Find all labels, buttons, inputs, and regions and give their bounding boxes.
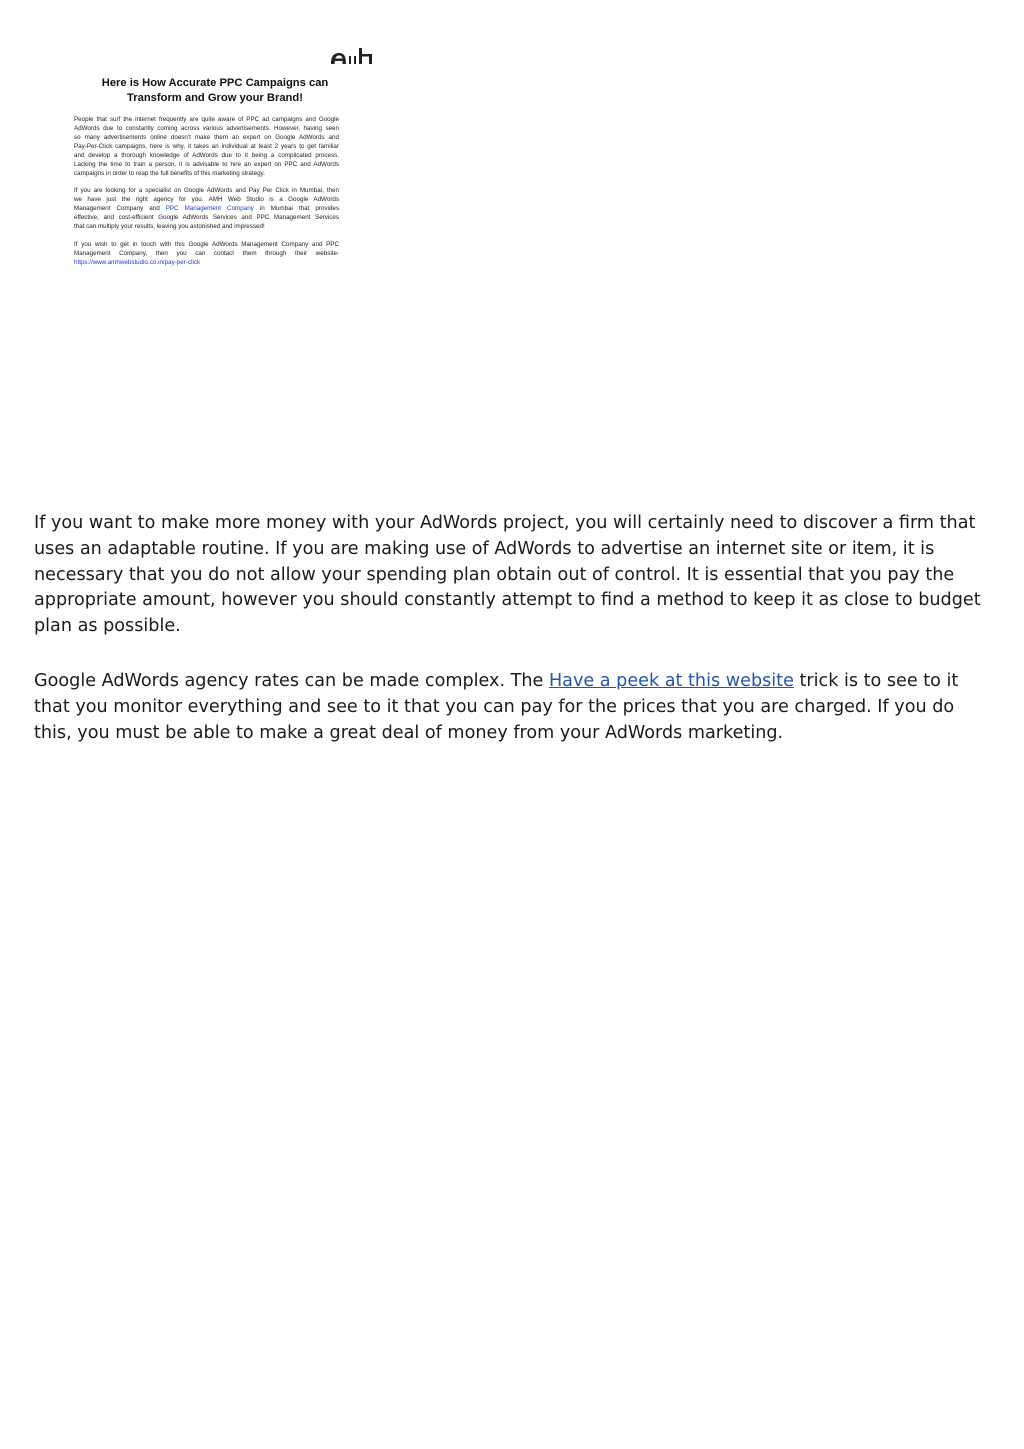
embedded-document-title (70, 76, 360, 106)
embedded-p3-line: Management Company, then you can contact them through their website- (74, 250, 339, 257)
embedded-ppc-management-link: PPC Management Company (165, 205, 254, 212)
embedded-p1-line: Lacking the time to train a person, it is advisable to hire an expert on PPC and AdWords (74, 161, 339, 168)
embedded-p1-line: People that surf the internet frequently are quite aware of PPC ad campaigns and Google (74, 116, 339, 123)
embedded-p1-line: AdWords due to constantly coming across various advertisements. However, having seen (74, 125, 339, 132)
embedded-p2-line: If you are looking for a specialist on Google AdWords and Pay Per Click in Mumbai, then (74, 187, 339, 194)
embedded-p2-text: in Mumbai that provides (253, 205, 339, 212)
amh-logo (330, 47, 374, 65)
embedded-p2-text: Management Company and (74, 205, 166, 212)
embedded-p1-line: Pay-Per-Click campaigns, here is why, it takes an individual at least 2 years to get familiar (74, 143, 339, 150)
article-paragraph-2 (34, 669, 994, 746)
embedded-p2-line: we have just the right agency for you. AMH Web Studio is a Google AdWords (74, 196, 339, 203)
embedded-paragraph-2 (74, 186, 339, 231)
article-paragraph-2-text: Google AdWords agency rates can be made complex. The (34, 670, 549, 691)
article-body (34, 511, 994, 746)
embedded-p1-line: campaigns in order to reap the full benefits of this marketing strategy. (74, 170, 265, 177)
embedded-document-image (40, 20, 380, 300)
embedded-title-line2: Transform and Grow your Brand! (127, 92, 303, 104)
embedded-p1-line: so many advertisements online doesn't make them an expert on Google AdWords and (74, 134, 339, 141)
embedded-paragraph-3 (74, 240, 339, 267)
embedded-p3-line: If you wish to get in touch with this Google AdWords Management Company and PPC (74, 241, 339, 248)
have-a-peek-link[interactable]: Have a peek at this website (548, 670, 794, 691)
embedded-p2-line-with-link (74, 204, 339, 213)
embedded-website-link: https://www.amhwebstudio.co.in/pay-per-click (74, 259, 201, 266)
article-paragraph-1: If you want to make more money with your AdWords project, you will certainly need to discover a firm that uses an adaptable routine. If you are making use of AdWords to advertise an internet site or item, it is necessary that you do not allow your spending plan obtain out of control. It is essential that you pay the appropriate amount, however you should constantly attempt to find a method to keep it as close to budget plan as possible. (34, 513, 981, 637)
embedded-p1-line: and develop a thorough knowledge of AdWords due to it being a complicated process. (74, 152, 339, 159)
embedded-title-line1: Here is How Accurate PPC Campaigns can (101, 77, 329, 89)
embedded-paragraph-1 (74, 115, 339, 178)
article-paragraph-2-text: trick is to see to it that you monitor everything and see to it that you can pay for the prices that you are charged. If you do this, you must be able to make a great deal of money from your AdWords marketing. (34, 670, 959, 743)
embedded-p2-line: effective, and cost-efficient Google AdWords Services and PPC Management Services (74, 214, 339, 221)
embedded-p2-line: that can multiply your results, leaving you astonished and impressed! (74, 223, 265, 230)
